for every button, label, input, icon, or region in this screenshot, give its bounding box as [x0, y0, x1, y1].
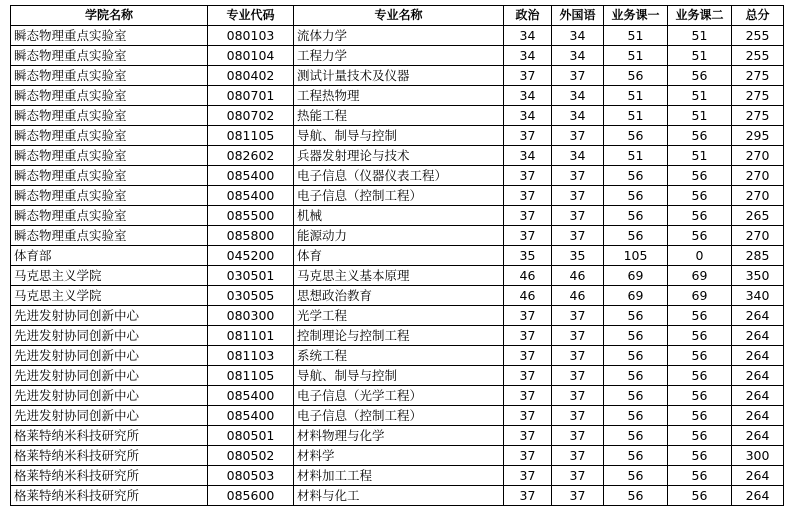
cell-foreign-language: 34: [552, 106, 604, 126]
cell-college: 先进发射协同创新中心: [11, 406, 208, 426]
cell-foreign-language: 37: [552, 386, 604, 406]
cell-foreign-language: 37: [552, 486, 604, 506]
cell-total: 270: [732, 186, 784, 206]
header-subject2: 业务课二: [668, 6, 732, 26]
cell-college: 瞬态物理重点实验室: [11, 226, 208, 246]
cell-subject2: 56: [668, 486, 732, 506]
cell-code: 080300: [208, 306, 294, 326]
cell-foreign-language: 46: [552, 266, 604, 286]
cell-code: 030501: [208, 266, 294, 286]
cell-foreign-language: 37: [552, 186, 604, 206]
cell-code: 081105: [208, 366, 294, 386]
cell-subject1: 51: [604, 46, 668, 66]
cell-foreign-language: 37: [552, 226, 604, 246]
cell-subject1: 56: [604, 326, 668, 346]
cell-politics: 37: [504, 306, 552, 326]
cell-total: 270: [732, 166, 784, 186]
cell-major: 流体力学: [294, 26, 504, 46]
table-row: [11, 366, 784, 386]
cell-subject1: 56: [604, 466, 668, 486]
cell-college: 格莱特纳米科技研究所: [11, 466, 208, 486]
cell-subject2: 56: [668, 426, 732, 446]
cell-college: 瞬态物理重点实验室: [11, 206, 208, 226]
cell-total: 275: [732, 106, 784, 126]
cell-total: 300: [732, 446, 784, 466]
cell-college: 瞬态物理重点实验室: [11, 126, 208, 146]
cell-subject1: 69: [604, 266, 668, 286]
cell-code: 080104: [208, 46, 294, 66]
cell-politics: 37: [504, 406, 552, 426]
score-table: [10, 5, 784, 506]
cell-subject1: 56: [604, 186, 668, 206]
cell-politics: 37: [504, 466, 552, 486]
cell-subject2: 56: [668, 166, 732, 186]
cell-code: 030505: [208, 286, 294, 306]
cell-subject1: 56: [604, 166, 668, 186]
cell-foreign-language: 37: [552, 466, 604, 486]
cell-total: 264: [732, 426, 784, 446]
cell-major: 材料物理与化学: [294, 426, 504, 446]
cell-subject2: 56: [668, 346, 732, 366]
cell-politics: 37: [504, 186, 552, 206]
cell-subject1: 56: [604, 406, 668, 426]
cell-subject2: 51: [668, 86, 732, 106]
header-college: 学院名称: [11, 6, 208, 26]
cell-subject1: 56: [604, 306, 668, 326]
cell-major: 工程热物理: [294, 86, 504, 106]
cell-subject1: 56: [604, 426, 668, 446]
cell-subject1: 51: [604, 26, 668, 46]
cell-politics: 34: [504, 106, 552, 126]
cell-code: 045200: [208, 246, 294, 266]
cell-college: 瞬态物理重点实验室: [11, 66, 208, 86]
table-row: [11, 326, 784, 346]
cell-code: 080402: [208, 66, 294, 86]
cell-total: 340: [732, 286, 784, 306]
table-row: [11, 166, 784, 186]
cell-total: 350: [732, 266, 784, 286]
cell-code: 080501: [208, 426, 294, 446]
cell-foreign-language: 37: [552, 406, 604, 426]
cell-major: 控制理论与控制工程: [294, 326, 504, 346]
cell-total: 264: [732, 306, 784, 326]
header-subject1: 业务课一: [604, 6, 668, 26]
cell-total: 265: [732, 206, 784, 226]
cell-major: 材料学: [294, 446, 504, 466]
cell-foreign-language: 37: [552, 166, 604, 186]
cell-major: 导航、制导与控制: [294, 366, 504, 386]
cell-foreign-language: 34: [552, 146, 604, 166]
cell-subject1: 51: [604, 86, 668, 106]
cell-politics: 37: [504, 326, 552, 346]
table-row: [11, 226, 784, 246]
cell-college: 瞬态物理重点实验室: [11, 166, 208, 186]
cell-politics: 46: [504, 266, 552, 286]
cell-major: 思想政治教育: [294, 286, 504, 306]
cell-subject2: 56: [668, 446, 732, 466]
cell-subject1: 56: [604, 366, 668, 386]
cell-subject2: 56: [668, 126, 732, 146]
cell-politics: 34: [504, 146, 552, 166]
cell-subject2: 0: [668, 246, 732, 266]
cell-politics: 46: [504, 286, 552, 306]
cell-code: 080103: [208, 26, 294, 46]
cell-politics: 37: [504, 166, 552, 186]
cell-college: 格莱特纳米科技研究所: [11, 446, 208, 466]
cell-code: 082602: [208, 146, 294, 166]
cell-major: 测试计量技术及仪器: [294, 66, 504, 86]
cell-subject2: 51: [668, 26, 732, 46]
cell-politics: 34: [504, 26, 552, 46]
cell-subject2: 69: [668, 266, 732, 286]
cell-total: 275: [732, 86, 784, 106]
cell-code: 080702: [208, 106, 294, 126]
cell-subject2: 51: [668, 146, 732, 166]
cell-politics: 37: [504, 386, 552, 406]
cell-total: 270: [732, 226, 784, 246]
cell-foreign-language: 37: [552, 346, 604, 366]
cell-code: 081101: [208, 326, 294, 346]
cell-subject1: 56: [604, 446, 668, 466]
cell-total: 264: [732, 386, 784, 406]
table-row: [11, 46, 784, 66]
cell-total: 264: [732, 406, 784, 426]
header-row: [11, 6, 784, 26]
cell-subject2: 56: [668, 366, 732, 386]
cell-foreign-language: 37: [552, 366, 604, 386]
cell-foreign-language: 37: [552, 126, 604, 146]
cell-politics: 37: [504, 206, 552, 226]
cell-major: 工程力学: [294, 46, 504, 66]
header-politics: 政治: [504, 6, 552, 26]
table-row: [11, 26, 784, 46]
header-major: 专业名称: [294, 6, 504, 26]
table-row: [11, 146, 784, 166]
cell-total: 255: [732, 26, 784, 46]
table-row: [11, 286, 784, 306]
cell-subject1: 105: [604, 246, 668, 266]
cell-college: 先进发射协同创新中心: [11, 346, 208, 366]
cell-politics: 37: [504, 446, 552, 466]
table-row: [11, 186, 784, 206]
cell-code: 085600: [208, 486, 294, 506]
cell-major: 电子信息（控制工程）: [294, 186, 504, 206]
cell-subject2: 56: [668, 66, 732, 86]
cell-major: 兵器发射理论与技术: [294, 146, 504, 166]
cell-total: 264: [732, 486, 784, 506]
cell-college: 体育部: [11, 246, 208, 266]
cell-politics: 37: [504, 226, 552, 246]
cell-subject2: 51: [668, 46, 732, 66]
cell-code: 085800: [208, 226, 294, 246]
cell-code: 085400: [208, 406, 294, 426]
cell-major: 能源动力: [294, 226, 504, 246]
cell-total: 264: [732, 346, 784, 366]
cell-major: 电子信息（光学工程）: [294, 386, 504, 406]
cell-subject2: 56: [668, 226, 732, 246]
cell-code: 085400: [208, 386, 294, 406]
cell-college: 瞬态物理重点实验室: [11, 86, 208, 106]
cell-total: 255: [732, 46, 784, 66]
cell-college: 马克思主义学院: [11, 286, 208, 306]
table-row: [11, 346, 784, 366]
cell-politics: 34: [504, 46, 552, 66]
cell-subject1: 56: [604, 486, 668, 506]
cell-major: 系统工程: [294, 346, 504, 366]
cell-major: 导航、制导与控制: [294, 126, 504, 146]
table-row: [11, 466, 784, 486]
cell-code: 085400: [208, 166, 294, 186]
cell-subject1: 51: [604, 106, 668, 126]
cell-code: 081105: [208, 126, 294, 146]
cell-code: 080701: [208, 86, 294, 106]
table-row: [11, 266, 784, 286]
cell-subject1: 56: [604, 386, 668, 406]
cell-college: 先进发射协同创新中心: [11, 366, 208, 386]
table-row: [11, 306, 784, 326]
table-row: [11, 386, 784, 406]
cell-college: 瞬态物理重点实验室: [11, 186, 208, 206]
cell-total: 264: [732, 326, 784, 346]
cell-subject1: 56: [604, 206, 668, 226]
cell-subject2: 56: [668, 186, 732, 206]
cell-total: 275: [732, 66, 784, 86]
table-row: [11, 106, 784, 126]
cell-foreign-language: 34: [552, 46, 604, 66]
cell-major: 热能工程: [294, 106, 504, 126]
table-row: [11, 246, 784, 266]
cell-subject1: 56: [604, 346, 668, 366]
cell-college: 瞬态物理重点实验室: [11, 106, 208, 126]
cell-subject2: 56: [668, 466, 732, 486]
cell-college: 先进发射协同创新中心: [11, 306, 208, 326]
cell-total: 295: [732, 126, 784, 146]
cell-politics: 35: [504, 246, 552, 266]
table-row: [11, 206, 784, 226]
cell-foreign-language: 37: [552, 66, 604, 86]
cell-college: 格莱特纳米科技研究所: [11, 486, 208, 506]
cell-college: 格莱特纳米科技研究所: [11, 426, 208, 446]
cell-major: 电子信息（仪器仪表工程）: [294, 166, 504, 186]
cell-subject1: 56: [604, 226, 668, 246]
table-body: [11, 26, 784, 506]
cell-code: 085400: [208, 186, 294, 206]
cell-subject2: 51: [668, 106, 732, 126]
cell-foreign-language: 46: [552, 286, 604, 306]
cell-subject1: 51: [604, 146, 668, 166]
cell-subject2: 56: [668, 386, 732, 406]
header-total: 总分: [732, 6, 784, 26]
cell-college: 马克思主义学院: [11, 266, 208, 286]
cell-foreign-language: 37: [552, 446, 604, 466]
cell-politics: 37: [504, 366, 552, 386]
cell-college: 瞬态物理重点实验室: [11, 146, 208, 166]
cell-code: 080503: [208, 466, 294, 486]
cell-subject2: 69: [668, 286, 732, 306]
cell-college: 先进发射协同创新中心: [11, 326, 208, 346]
cell-major: 机械: [294, 206, 504, 226]
cell-foreign-language: 34: [552, 86, 604, 106]
cell-subject2: 56: [668, 326, 732, 346]
cell-code: 085500: [208, 206, 294, 226]
cell-foreign-language: 37: [552, 206, 604, 226]
cell-total: 285: [732, 246, 784, 266]
cell-major: 体育: [294, 246, 504, 266]
cell-politics: 37: [504, 346, 552, 366]
cell-total: 264: [732, 366, 784, 386]
table-row: [11, 406, 784, 426]
table-row: [11, 86, 784, 106]
header-foreign-language: 外国语: [552, 6, 604, 26]
cell-subject2: 56: [668, 406, 732, 426]
cell-major: 材料加工工程: [294, 466, 504, 486]
cell-politics: 37: [504, 66, 552, 86]
cell-college: 瞬态物理重点实验室: [11, 46, 208, 66]
cell-subject1: 56: [604, 66, 668, 86]
cell-major: 马克思主义基本原理: [294, 266, 504, 286]
cell-foreign-language: 35: [552, 246, 604, 266]
table-row: [11, 486, 784, 506]
cell-foreign-language: 37: [552, 326, 604, 346]
cell-major: 材料与化工: [294, 486, 504, 506]
cell-foreign-language: 34: [552, 26, 604, 46]
cell-college: 瞬态物理重点实验室: [11, 26, 208, 46]
cell-politics: 37: [504, 426, 552, 446]
cell-code: 080502: [208, 446, 294, 466]
cell-politics: 37: [504, 126, 552, 146]
header-code: 专业代码: [208, 6, 294, 26]
cell-politics: 37: [504, 486, 552, 506]
cell-college: 先进发射协同创新中心: [11, 386, 208, 406]
cell-foreign-language: 37: [552, 306, 604, 326]
table-row: [11, 126, 784, 146]
cell-subject1: 69: [604, 286, 668, 306]
cell-major: 电子信息（控制工程）: [294, 406, 504, 426]
cell-subject2: 56: [668, 306, 732, 326]
cell-subject2: 56: [668, 206, 732, 226]
cell-total: 264: [732, 466, 784, 486]
cell-major: 光学工程: [294, 306, 504, 326]
table-row: [11, 426, 784, 446]
cell-subject1: 56: [604, 126, 668, 146]
cell-code: 081103: [208, 346, 294, 366]
table-row: [11, 66, 784, 86]
table-row: [11, 446, 784, 466]
cell-politics: 34: [504, 86, 552, 106]
cell-foreign-language: 37: [552, 426, 604, 446]
cell-total: 270: [732, 146, 784, 166]
